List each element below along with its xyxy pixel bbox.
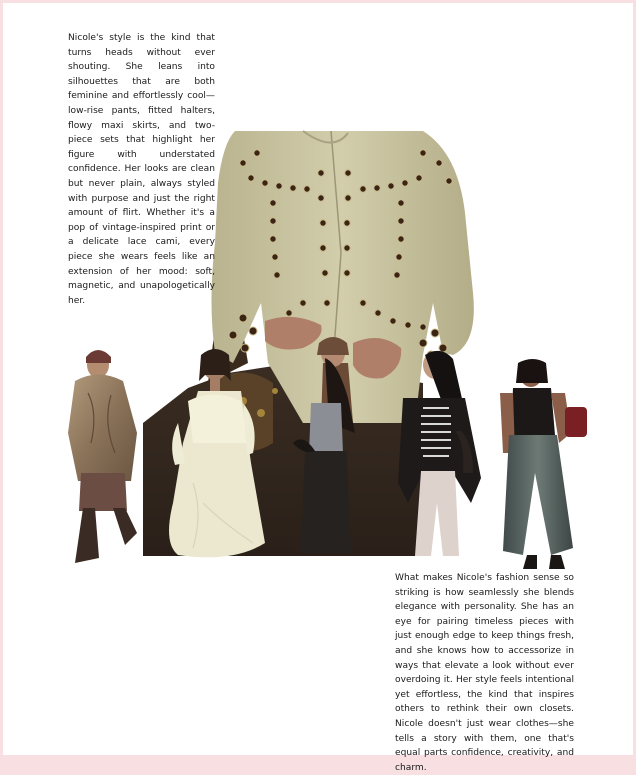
denim-figure: [495, 359, 587, 569]
magazine-page: [3, 3, 633, 773]
fur-coat-figure: [68, 350, 137, 563]
article-paragraph-2: What makes Nicole's fashion sense so striking is how seamlessly she blends elegance with personality. She has an eye for pairing timeless pieces with just enough edge to keep things fresh, and she knows how to accessorize in ways that elevate a look without ever overdoing it. Her style feels intentional yet effortless, the kind that inspires others to rethink their own closets. Nicole doesn't just wear clothes—she tells a story with them, one that's equal parts confidence, creativity, and charm.: [395, 573, 574, 773]
article-paragraph-1: Nicole's style is the kind that turns heads without ever shouting. She leans into silhouettes that are both feminine and effortlessly cool—low-rise pants, fitted halters, flowy maxi skirts, and two-piece sets that highlight her figure with understated confidence. Her looks are clean but never plain, always styled with purpose and just the right amount of flirt. Whether it's a pop of vintage-inspired print or a delicate lace cami, every piece she wears feels like an extension of her mood: soft, magnetic, and unapologetically her.: [68, 33, 215, 306]
